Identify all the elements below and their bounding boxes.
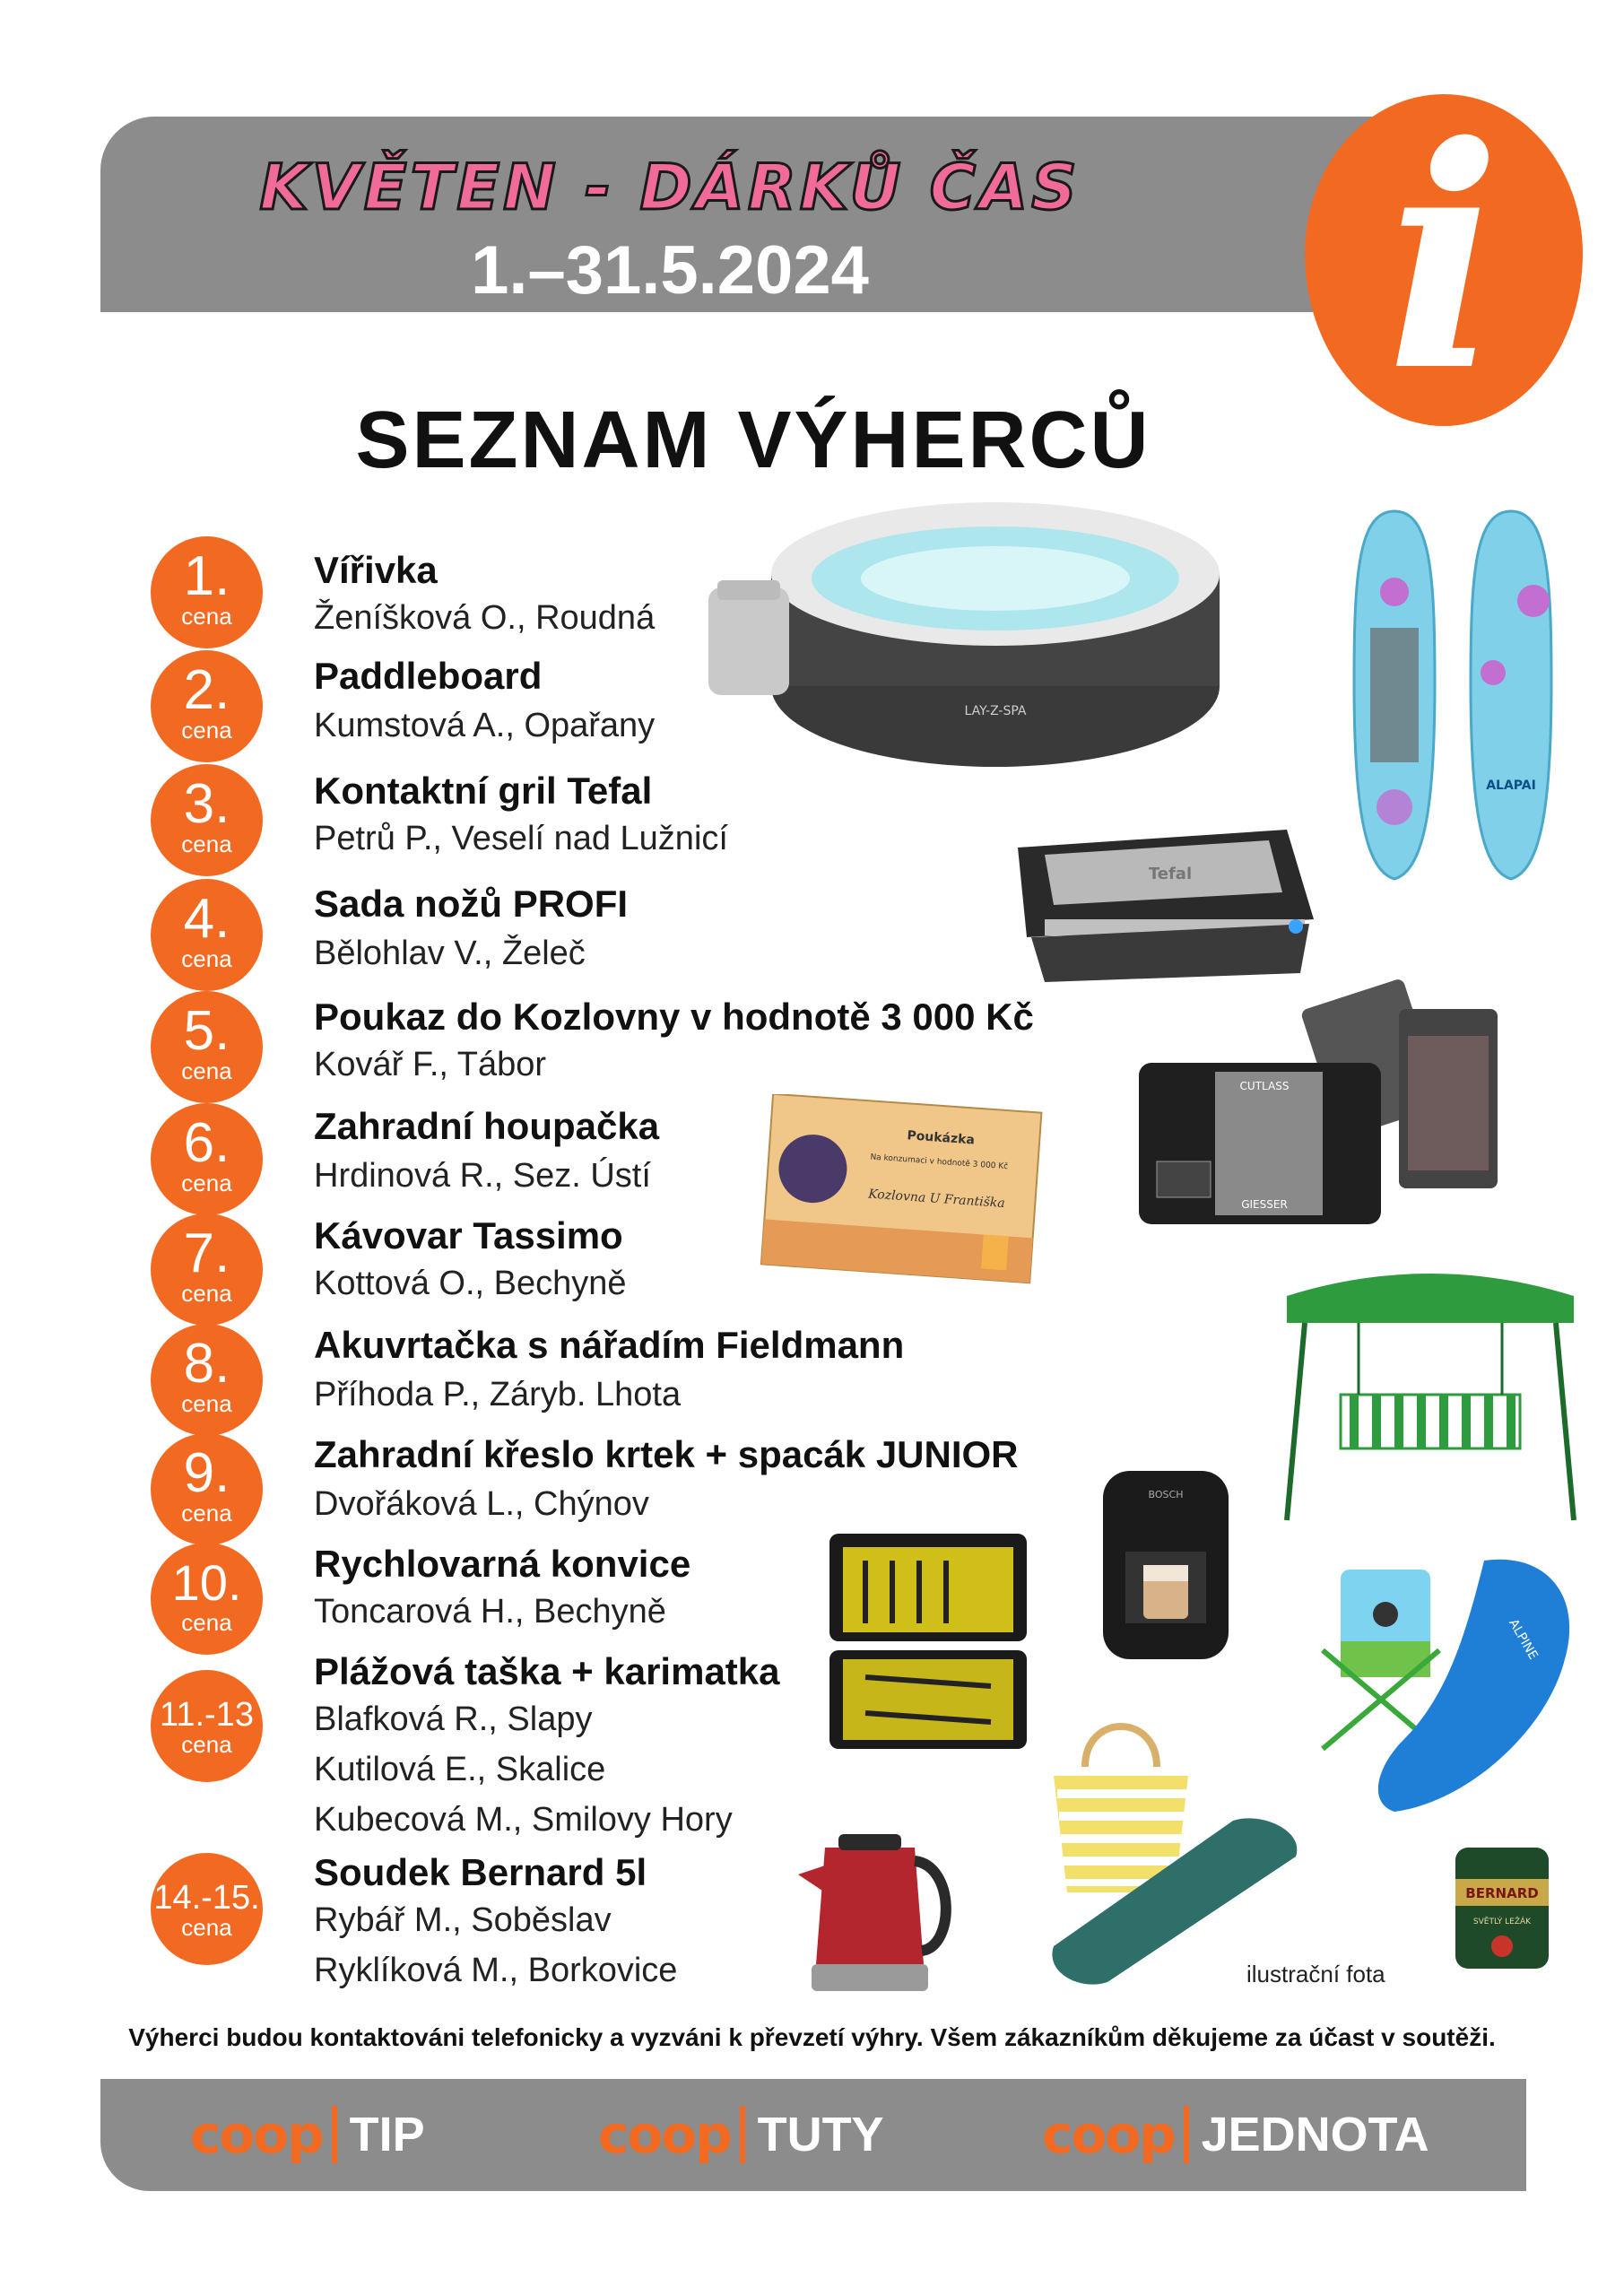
photo-note: ilustrační fota [1246, 1961, 1385, 1987]
svg-text:SVĚTLÝ LEŽÁK: SVĚTLÝ LEŽÁK [1472, 1918, 1532, 1926]
coop-logo: coop [1042, 2104, 1175, 2165]
prize-name: Soudek Bernard 5l [314, 1851, 647, 1893]
winner-name: Rybář M., Soběslav [314, 1901, 612, 1939]
svg-text:CUTLASS: CUTLASS [1239, 1080, 1290, 1092]
header-bar [100, 117, 1446, 312]
rank-badge: 8. cena [151, 1324, 263, 1436]
svg-text:Tefal: Tefal [1148, 865, 1193, 883]
rank-badge: 3. cena [151, 764, 263, 876]
winner-name: Petrů P., Veselí nad Lužnicí [314, 820, 728, 857]
winner-name: Bělohlav V., Želeč [314, 935, 586, 972]
rank-badge: 9. cena [151, 1433, 263, 1545]
kids-chair-sleeping-bag-image [1305, 1543, 1592, 1830]
svg-text:BERNARD: BERNARD [1465, 1885, 1539, 1901]
prize-name: Vířivka [314, 549, 438, 591]
prize-name: Paddleboard [314, 655, 543, 697]
prize-name: Zahradní křeslo krtek + spacák JUNIOR [314, 1433, 1019, 1475]
rank-badge: 7. cena [151, 1213, 263, 1326]
prize-name: Sada nožů PROFI [314, 883, 629, 925]
winner-name: Blafková R., Slapy [314, 1700, 593, 1738]
info-icon: i [1305, 94, 1583, 426]
svg-text:Na konzumaci v hodnotě 3 000 K: Na konzumaci v hodnotě 3 000 Kč [870, 1152, 1009, 1172]
winner-name: Kovář F., Tábor [314, 1046, 547, 1083]
page-title: SEZNAM VÝHERCŮ [355, 396, 1151, 485]
winner-name: Ženíšková O., Roudná [314, 599, 656, 637]
svg-text:ALPINE: ALPINE [1506, 1616, 1541, 1663]
beer-keg-image [1448, 1839, 1556, 1973]
winner-name: Kubecová M., Smilovy Hory [314, 1801, 733, 1839]
prize-name: Zahradní houpačka [314, 1105, 660, 1147]
winner-name: Dvořáková L., Chýnov [314, 1485, 649, 1523]
hot-tub-image [699, 489, 1238, 776]
svg-text:ALAPAI: ALAPAI [1486, 778, 1536, 793]
rank-badge: 1. cena [151, 536, 263, 648]
prize-name: Poukaz do Kozlovny v hodnotě 3 000 Kč [314, 996, 1034, 1038]
voucher-image [758, 1094, 1045, 1287]
prize-name: Rychlovarná konvice [314, 1543, 691, 1585]
rank-badge: 10. cena [151, 1543, 263, 1655]
grill-image [991, 812, 1332, 991]
winner-name: Toncarová H., Bechyně [314, 1593, 666, 1631]
event-title: KVĚTEN - DÁRKŮ ČAS [259, 151, 1081, 224]
rank-badge: 14.-15. cena [151, 1853, 263, 1965]
rank-badge: 6. cena [151, 1103, 263, 1215]
rank-badge: 4. cena [151, 879, 263, 991]
footer-bar [100, 2079, 1526, 2191]
tool-case-image [812, 1525, 1045, 1758]
knife-set-image [1130, 973, 1507, 1233]
event-dates: 1.–31.5.2024 [471, 232, 869, 309]
winner-name: Kottová O., Bechyně [314, 1265, 627, 1302]
kettle-image [789, 1812, 968, 2000]
svg-text:GIESSER: GIESSER [1241, 1198, 1288, 1211]
prize-name: Akuvrtačka s nářadím Fieldmann [314, 1324, 905, 1366]
winner-name: Kumstová A., Opařany [314, 707, 656, 744]
rank-badge: 5. cena [151, 991, 263, 1103]
prize-name: Kontaktní gril Tefal [314, 770, 653, 812]
winner-name: Kutilová E., Skalice [314, 1751, 606, 1788]
garden-swing-image [1278, 1260, 1583, 1529]
svg-text:LAY-Z-SPA: LAY-Z-SPA [964, 704, 1027, 718]
svg-text:Kozlovna U Františka: Kozlovna U Františka [867, 1187, 1006, 1212]
winner-name: Ryklíková M., Borkovice [314, 1952, 678, 1989]
coffee-machine-image [1076, 1453, 1255, 1677]
brand-coop-tip: coop TIP [190, 2104, 425, 2165]
brand-coop-tuty: coop TUTY [598, 2104, 884, 2165]
svg-text:BOSCH: BOSCH [1148, 1489, 1184, 1500]
winner-name: Hrdinová R., Sez. Ústí [314, 1157, 651, 1195]
paddleboard-image [1345, 502, 1578, 888]
prize-name: Plážová taška + karimatka [314, 1650, 780, 1692]
coop-logo: coop [598, 2104, 731, 2165]
brand-coop-jednota: coop JEDNOTA [1042, 2104, 1429, 2165]
winner-name: Příhoda P., Záryb. Lhota [314, 1376, 682, 1413]
rank-badge: 11.-13 cena [151, 1670, 263, 1782]
footer-note: Výherci budou kontaktováni telefonicky a vyzváni k převzetí výhry. Všem zákazníkům děkujeme za účast v soutěži. [128, 2023, 1496, 2051]
prize-name: Kávovar Tassimo [314, 1214, 623, 1257]
coop-logo: coop [190, 2104, 323, 2165]
rank-badge: 2. cena [151, 650, 263, 762]
svg-text:Poukázka: Poukázka [906, 1128, 976, 1148]
